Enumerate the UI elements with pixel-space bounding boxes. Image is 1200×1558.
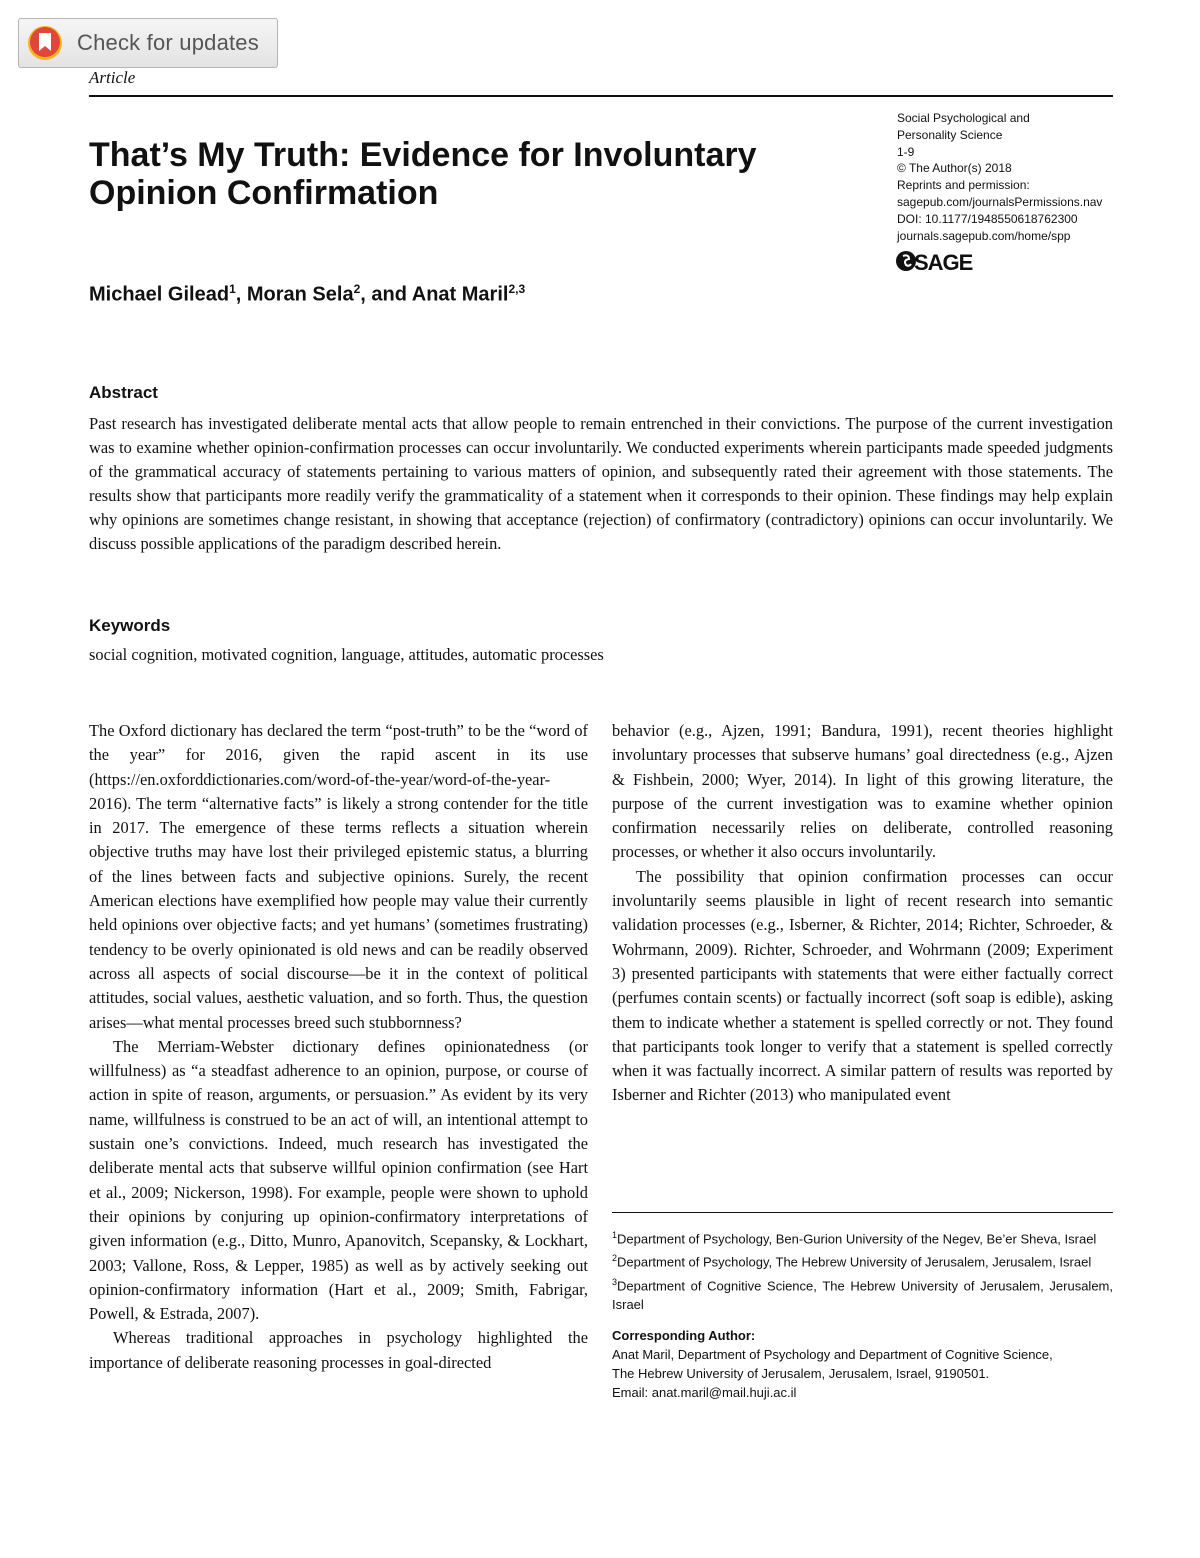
affiliation-footnote: $^3$Department of Cognitive Science, The Hebrew University of Jerusalem, Jerusalem, Israel — [612, 1276, 1113, 1312]
body-paragraph: Whereas traditional approaches in psychology highlighted the importance of deliberate reasoning processes in goal-directed — [89, 1328, 588, 1372]
keywords-heading: Keywords — [89, 616, 171, 635]
body-column-left — [89, 719, 588, 1375]
article-title — [89, 136, 849, 212]
doi[interactable]: DOI: 10.1177/1948550618762300 — [897, 211, 1078, 226]
footnote-rule — [612, 1212, 1113, 1213]
check-for-updates-badge[interactable] — [18, 18, 278, 68]
journal-name-line: Personality Science — [897, 127, 1003, 142]
abstract-text: Past research has investigated deliberate mental acts that allow people to remain entrenched in their convictions. The purpose of the current investigation was to examine whether opinion-confirmation processes can occur involuntarily. We conducted experiments wherein participants made speeded judgments of the grammatical accuracy of statements pertaining to various matters of opinion, and subsequently rated their agreement with those statements. The results show that participants more readily verify the grammaticality of a statement when it corresponds to their opinion. These findings may help explain why opinions are sometimes change resistant, in showing that acceptance (rejection) of confirmatory (contradictory) opinions can occur involuntarily. We discuss possible applications of the paradigm described herein. — [89, 414, 1113, 553]
author-affiliation: 1 — [229, 282, 236, 296]
footnotes — [612, 1226, 1113, 1402]
journal-home-link[interactable]: journals.sagepub.com/home/spp — [897, 228, 1071, 243]
sage-logo-text: SAGE — [914, 250, 973, 274]
sage-logo-icon — [895, 248, 977, 274]
title-line: That’s My Truth: Evidence for Involuntary — [89, 136, 757, 174]
copyright: © The Author(s) 2018 — [897, 161, 1012, 176]
affiliation-footnote: $^2$Department of Psychology, The Hebrew University of Jerusalem, Jerusalem, Israel — [612, 1253, 1092, 1270]
abstract-heading: Abstract — [89, 383, 158, 402]
author-name: Michael Gilead — [89, 283, 230, 306]
author-affiliation: 2,3 — [508, 282, 526, 296]
corresponding-author-line: The Hebrew University of Jerusalem, Jerusalem, Israel, 9190501. — [612, 1365, 990, 1381]
corresponding-author-heading: Corresponding Author: — [612, 1327, 756, 1343]
journal-name-line: Social Psychological and — [897, 111, 1030, 125]
affiliation-footnote: $^1$Department of Psychology, Ben-Gurion University of the Negev, Be’er Sheva, Israel — [612, 1230, 1097, 1247]
body-paragraph: The possibility that opinion confirmation processes can occur involuntarily seems plausible in light of recent research into semantic validation processes (e.g., Isberner, & Richter, 2014; Richter, Schroeder, & Wohrmann, 2009). Richter, Schroeder, and Wohrmann (2009; Experiment 3) presented participants with statements that were either factually correct (perfumes contain scents) or factually incorrect (soft soap is edible), asking them to indicate whether a statement is spelled correctly or not. They found that participants took longer to verify that a statement is spelled correctly when it was factually incorrect. A similar pattern of results was reported by Isberner and Richter (2013) who manipulated event — [612, 866, 1113, 1105]
header-rule — [89, 95, 1113, 97]
body-paragraph: The Oxford dictionary has declared the term “post-truth” to be the “word of the year” for 2016, given the rapid ascent in its use (https://en.oxforddictionaries.com/word-of-the-year/word-of-the-year-2016). The term “alternative facts” is likely a strong contender for the title in 2017. The emergence of these terms reflects a situation wherein objective truths may have lost their privileged epistemic status, a blurring of the lines between facts and subjective opinions. Surely, the recent American elections have exemplified how people may value their currently held opinions over objective facts; and yet humans’ (sometimes frustrating) tendency to be overly opinionated is old news and can be readily observed across all aspects of social discourse—be it in the context of political attitudes, social values, aesthetic valuation, and so forth. Thus, the question arises—what mental processes breed such stubbornness? — [89, 721, 588, 1032]
body-column-right — [612, 719, 1113, 1108]
journal-meta — [897, 110, 1127, 244]
body-paragraph: The Merriam-Webster dictionary defines opinionatedness (or willfulness) as “a steadfast adherence to an opinion, purpose, or course of action in spite of reason, arguments, or persuasion.” As evident by its very name, willfulness is construed to be an act of will, an intentional attempt to sustain one’s convictions. Indeed, much research has investigated the deliberate mental acts that subserve willful opinion confirmation (see Hart et al., 2009; Nickerson, 1998). For example, people were shown to uphold their opinions by conjuring up opinion-confirmatory interpretations of given information (e.g., Ditto, Munro, Apanovitch, Scepansky, & Lockhart, 2003; Vallone, Ross, & Lepper, 1985) as well as by actively seeking out opinion-confirmatory information (Hart et al., 2009; Smith, Fabrigar, Powell, & Estrada, 2007). — [89, 1036, 588, 1324]
permissions-link[interactable]: sagepub.com/journalsPermissions.nav — [897, 194, 1103, 209]
article-type-label: Article — [89, 68, 136, 87]
corresponding-author-line: Anat Maril, Department of Psychology and Department of Cognitive Science, — [612, 1346, 1053, 1362]
body-paragraph: behavior (e.g., Ajzen, 1991; Bandura, 1991), recent theories highlight involuntary processes that subserve humans’ goal directedness (e.g., Ajzen & Fishbein, 2000; Wyer, 2014). In light of this growing literature, the purpose of the current investigation was to examine whether opinion confirmation necessarily relies on deliberate, controlled reasoning processes, or whether it also occurs involuntarily. — [612, 721, 1113, 862]
title-line: Opinion Confirmation — [89, 174, 439, 212]
keywords-text: social cognition, motivated cognition, language, attitudes, automatic processes — [89, 645, 604, 664]
author-name: Anat Maril — [411, 283, 509, 306]
crossmark-icon — [27, 25, 63, 61]
author-list: Michael Gilead$^1$, Moran Sela$^2$, and Anat Maril$^{2,3}$ — [89, 282, 526, 306]
corresponding-author-email[interactable]: Email: anat.maril@mail.huji.ac.il — [612, 1384, 797, 1400]
page-range: 1-9 — [897, 144, 915, 159]
reprints-label: Reprints and permission: — [897, 178, 1030, 193]
author-name: Moran Sela — [246, 283, 354, 306]
check-for-updates-label: Check for updates — [77, 30, 259, 55]
author-affiliation: 2 — [353, 282, 361, 296]
